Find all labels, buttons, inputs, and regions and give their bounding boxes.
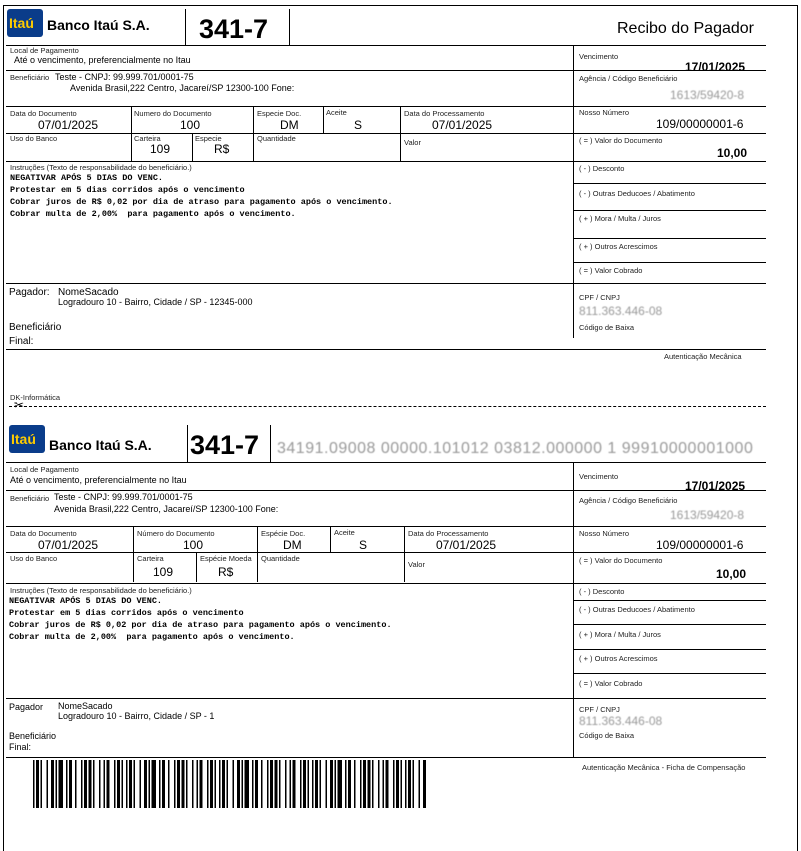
- row-line: [573, 600, 766, 601]
- label-agencia-codigo: Agência / Código Beneficiário: [579, 496, 678, 505]
- label-nosso-numero: Nosso Número: [579, 529, 630, 538]
- cell-divider: [253, 106, 254, 133]
- label-local-pagamento: Local de Pagamento: [10, 46, 79, 55]
- label-outros-acrescimos: ( + ) Outros Acrescimos: [579, 242, 658, 251]
- cell-divider: [257, 526, 258, 582]
- label-mora: ( + ) Mora / Multa / Juros: [579, 214, 661, 223]
- barcode-bar: [348, 760, 351, 808]
- scissors-icon: ✂: [14, 398, 25, 412]
- barcode-bar: [354, 760, 356, 808]
- barcode-bar: [285, 760, 287, 808]
- value-data-documento: 07/01/2025: [38, 538, 99, 552]
- cell-divider: [404, 526, 405, 582]
- barcode-bar: [66, 760, 68, 808]
- cell-divider: [253, 133, 254, 161]
- right-column-divider: [573, 462, 574, 757]
- barcode-bar: [360, 760, 362, 808]
- label-data-documento: Data do Documento: [10, 109, 77, 118]
- row-line: [6, 70, 766, 71]
- value-pagador-addr: Logradouro 10 - Bairro, Cidade / SP - 12345-000: [58, 297, 253, 307]
- label-quantidade: Quantidade: [257, 134, 296, 143]
- barcode-bar: [47, 760, 49, 808]
- barcode-bar: [279, 760, 281, 808]
- label-desconto: ( - ) Desconto: [579, 587, 625, 596]
- value-beneficiario-name: Teste - CNPJ: 99.999.701/0001-75: [54, 492, 193, 502]
- label-valor: Valor: [404, 138, 421, 147]
- row-line: [6, 583, 766, 584]
- value-especie-doc: DM: [280, 118, 299, 132]
- row-line: [573, 624, 766, 625]
- barcode-bar: [51, 760, 54, 808]
- value-vencimento: 17/01/2025: [685, 60, 746, 74]
- barcode-bar: [99, 760, 101, 808]
- label-final: Final:: [9, 336, 34, 347]
- bank-code: 341-7: [190, 430, 260, 460]
- label-quantidade: Quantidade: [261, 554, 300, 563]
- barcode-bar: [152, 760, 157, 808]
- barcode-bar: [192, 760, 194, 808]
- label-nosso-numero: Nosso Número: [579, 108, 630, 117]
- barcode-bar: [423, 760, 426, 808]
- value-aceite: S: [359, 538, 368, 552]
- label-vencimento: Vencimento: [579, 52, 619, 61]
- frame-top: [3, 5, 798, 6]
- row-line: [6, 283, 766, 284]
- barcode: [33, 760, 427, 808]
- cut-line: [9, 406, 766, 407]
- barcode-bar: [140, 760, 142, 808]
- barcode-bar: [308, 760, 310, 808]
- barcode-bar: [182, 760, 185, 808]
- barcode-bar: [81, 760, 83, 808]
- row-line: [573, 238, 766, 239]
- barcode-bar: [330, 760, 333, 808]
- itau-logo: Itaú: [9, 425, 45, 453]
- barcode-bar: [162, 760, 165, 808]
- barcode-bar: [320, 760, 322, 808]
- barcode-bar: [149, 760, 151, 808]
- label-carteira: Carteira: [134, 134, 161, 143]
- barcode-bar: [144, 760, 147, 808]
- value-cpf-cnpj: 811.363.446-08: [579, 714, 663, 728]
- row-line: [6, 526, 766, 527]
- barcode-bar: [126, 760, 128, 808]
- label-especie: Especie: [195, 134, 222, 143]
- label-instrucoes: Instruções (Texto de responsabilidade do beneficiário.): [10, 586, 192, 595]
- value-cpf-cnpj: 811.363.446-08: [579, 304, 663, 318]
- barcode-bar: [242, 760, 244, 808]
- barcode-bar: [419, 760, 421, 808]
- barcode-bar: [261, 760, 263, 808]
- barcode-bar: [396, 760, 399, 808]
- label-numero-documento: Numero do Documento: [134, 109, 212, 118]
- value-data-processamento: 07/01/2025: [436, 538, 497, 552]
- value-beneficiario-addr: Avenida Brasil,222 Centro, Jacareí/SP 12300-100 Fone:: [54, 504, 279, 514]
- value-pagador-name: NomeSacado: [58, 701, 113, 711]
- barcode-bar: [215, 760, 217, 808]
- label-data-processamento: Data do Processamento: [408, 529, 489, 538]
- barcode-bar: [219, 760, 221, 808]
- label-aceite: Aceite: [334, 528, 355, 537]
- barcode-bar: [338, 760, 343, 808]
- barcode-bar: [197, 760, 199, 808]
- value-nosso-numero: 109/00000001-6: [656, 117, 744, 131]
- barcode-bar: [122, 760, 124, 808]
- frame-left: [3, 5, 4, 851]
- value-especie-doc: DM: [283, 538, 302, 552]
- label-numero-documento: Número do Documento: [137, 529, 215, 538]
- bank-name: Banco Itaú S.A.: [47, 17, 150, 33]
- right-column-divider: [573, 45, 574, 338]
- barcode-bar: [300, 760, 302, 808]
- label-outras-deducoes: ( - ) Outras Deducoes / Abatimento: [579, 189, 695, 198]
- value-instrucoes: NEGATIVAR APÓS 5 DIAS DO VENC. Protestar em 5 dias corridos após o vencimento Cobrar juros de R$ 0,02 por dia de atraso para pagamento após o vencimento. Cobrar multa de 2,00% para pagamento após o vencimento.: [10, 173, 393, 219]
- barcode-bar: [134, 760, 136, 808]
- label-codigo-baixa: Código de Baixa: [579, 323, 635, 332]
- divider: [185, 9, 186, 45]
- barcode-bar: [405, 760, 407, 808]
- cell-divider: [192, 133, 193, 161]
- barcode-bar: [408, 760, 411, 808]
- barcode-bar: [75, 760, 77, 808]
- label-cpf-cnpj: CPF / CNPJ: [579, 705, 620, 714]
- label-especie-doc: Especie Doc.: [257, 109, 302, 118]
- row-line: [573, 673, 766, 674]
- label-beneficiario-final: Beneficiário: [9, 731, 57, 741]
- label-desconto: ( - ) Desconto: [579, 164, 625, 173]
- label-especie-doc: Espécie Doc.: [261, 529, 306, 538]
- value-data-processamento: 07/01/2025: [432, 118, 493, 132]
- row-line: [6, 757, 766, 758]
- barcode-bar: [186, 760, 188, 808]
- label-data-processamento: Data do Processamento: [404, 109, 485, 118]
- barcode-bar: [363, 760, 366, 808]
- label-carteira: Carteira: [137, 554, 164, 563]
- barcode-bar: [293, 760, 296, 808]
- barcode-bar: [312, 760, 314, 808]
- barcode-bar: [383, 760, 385, 808]
- cell-divider: [330, 526, 331, 552]
- value-instrucoes: NEGATIVAR APÓS 5 DIAS DO VENC. Protestar em 5 dias corridos após o vencimento Cobrar juros de R$ 0,02 por dia de atraso para pagamento após o vencimento. Cobrar multa de 2,00% para pagamento após o vencimento.: [9, 596, 392, 642]
- receipt-title: Recibo do Pagador: [617, 20, 754, 37]
- barcode-bar: [345, 760, 347, 808]
- label-agencia-codigo: Agência / Código Beneficiário: [579, 74, 678, 83]
- barcode-bar: [89, 760, 92, 808]
- divider: [187, 425, 188, 462]
- bank-code: 341-7: [199, 14, 269, 44]
- value-especie: R$: [218, 565, 234, 579]
- value-beneficiario-name: Teste - CNPJ: 99.999.701/0001-75: [55, 72, 194, 82]
- label-final: Final:: [9, 742, 32, 752]
- label-autenticacao: Autenticação Mecânica: [664, 352, 742, 361]
- barcode-bar: [401, 760, 403, 808]
- value-carteira: 109: [150, 142, 171, 156]
- bank-name: Banco Itaú S.A.: [49, 437, 152, 453]
- barcode-bar: [233, 760, 235, 808]
- row-line: [6, 552, 766, 553]
- label-especie-moeda: Espécie Moeda: [200, 554, 252, 563]
- label-beneficiario: Beneficiário: [10, 73, 50, 82]
- value-carteira: 109: [153, 565, 174, 579]
- barcode-bar: [93, 760, 95, 808]
- barcode-bar: [107, 760, 110, 808]
- value-local-pagamento: Até o vencimento, preferencialmente no Itau: [10, 475, 187, 485]
- value-pagador-name: NomeSacado: [58, 287, 119, 298]
- barcode-bar: [159, 760, 161, 808]
- cell-divider: [323, 106, 324, 133]
- label-pagador: Pagador:: [9, 287, 50, 298]
- barcode-bar: [227, 760, 229, 808]
- value-valor-documento: 10,00: [717, 146, 748, 160]
- barcode-bar: [84, 760, 87, 808]
- label-instrucoes: Instruções (Texto de responsabilidade do beneficiário.): [10, 163, 192, 172]
- label-pagador: Pagador: [9, 702, 44, 712]
- label-valor-cobrado: ( = ) Valor Cobrado: [579, 266, 643, 275]
- row-line: [573, 183, 766, 184]
- row-line: [6, 161, 766, 162]
- cell-divider: [196, 552, 197, 582]
- label-valor-documento: ( = ) Valor do Documento: [579, 556, 663, 565]
- barcode-bar: [41, 760, 43, 808]
- barcode-bar: [290, 760, 292, 808]
- label-beneficiario: Beneficiário: [10, 494, 50, 503]
- value-valor-documento: 10,00: [716, 567, 747, 581]
- barcode-bar: [255, 760, 258, 808]
- row-line: [6, 106, 766, 107]
- barcode-bar: [315, 760, 318, 808]
- label-outras-deducoes: ( - ) Outras Deducoes / Abatimento: [579, 605, 695, 614]
- label-uso-banco: Uso do Banco: [10, 554, 58, 563]
- barcode-bar: [222, 760, 225, 808]
- barcode-bar: [168, 760, 170, 808]
- frame-right: [797, 5, 798, 851]
- row-line: [6, 698, 766, 699]
- barcode-bar: [69, 760, 72, 808]
- barcode-bar: [270, 760, 273, 808]
- label-vencimento: Vencimento: [579, 472, 619, 481]
- row-line: [6, 133, 766, 134]
- barcode-bar: [326, 760, 328, 808]
- label-autenticacao-ficha: Autenticação Mecânica - Ficha de Compensação: [582, 763, 746, 772]
- barcode-bar: [200, 760, 203, 808]
- row-line: [6, 349, 766, 350]
- label-dk-informatica: DK-Informática: [10, 393, 61, 402]
- row-line: [6, 45, 766, 46]
- value-numero-documento: 100: [180, 118, 201, 132]
- barcode-bar: [56, 760, 58, 808]
- barcode-bar: [267, 760, 269, 808]
- value-aceite: S: [354, 118, 363, 132]
- value-local-pagamento: Até o vencimento, preferencialmente no Itau: [14, 55, 191, 65]
- digitable-line: 34191.09008 00000.101012 03812.000000 1 99910000001000: [277, 440, 754, 457]
- barcode-bar: [104, 760, 106, 808]
- value-beneficiario-addr: Avenida Brasil,222 Centro, Jacareí/SP 12300-100 Fone:: [70, 83, 295, 93]
- barcode-bar: [372, 760, 374, 808]
- label-codigo-baixa: Código de Baixa: [579, 731, 635, 740]
- itau-logo: Itaú: [7, 9, 43, 37]
- divider: [270, 425, 271, 462]
- label-beneficiario-final: Beneficiário: [9, 322, 62, 333]
- barcode-bar: [393, 760, 395, 808]
- barcode-bar: [335, 760, 337, 808]
- barcode-bar: [413, 760, 415, 808]
- barcode-bar: [245, 760, 250, 808]
- barcode-bar: [114, 760, 116, 808]
- barcode-bar: [303, 760, 306, 808]
- barcode-bar: [210, 760, 213, 808]
- barcode-bar: [275, 760, 278, 808]
- barcode-bar: [252, 760, 254, 808]
- divider: [289, 9, 290, 45]
- barcode-bar: [378, 760, 380, 808]
- label-aceite: Aceite: [326, 108, 347, 117]
- barcode-bar: [117, 760, 120, 808]
- label-uso-banco: Uso do Banco: [10, 134, 58, 143]
- barcode-bar: [59, 760, 64, 808]
- label-cpf-cnpj: CPF / CNPJ: [579, 293, 620, 302]
- barcode-bar: [36, 760, 39, 808]
- label-local-pagamento: Local de Pagamento: [10, 465, 79, 474]
- label-valor-cobrado: ( = ) Valor Cobrado: [579, 679, 643, 688]
- barcode-bar: [174, 760, 176, 808]
- value-especie: R$: [214, 142, 230, 156]
- row-line: [6, 490, 766, 491]
- label-data-documento: Data do Documento: [10, 529, 77, 538]
- label-outros-acrescimos: ( + ) Outros Acrescimos: [579, 654, 658, 663]
- value-data-documento: 07/01/2025: [38, 118, 99, 132]
- row-line: [573, 262, 766, 263]
- value-agencia-codigo: 1613/59420-8: [670, 508, 745, 522]
- barcode-bar: [207, 760, 209, 808]
- value-nosso-numero: 109/00000001-6: [656, 538, 744, 552]
- barcode-bar: [33, 760, 35, 808]
- barcode-bar: [386, 760, 389, 808]
- cell-divider: [133, 526, 134, 582]
- barcode-bar: [368, 760, 371, 808]
- label-valor-documento: ( = ) Valor do Documento: [579, 136, 663, 145]
- value-vencimento: 17/01/2025: [685, 479, 746, 493]
- barcode-bar: [177, 760, 180, 808]
- row-line: [573, 210, 766, 211]
- row-line: [573, 649, 766, 650]
- barcode-bar: [237, 760, 240, 808]
- value-pagador-addr: Logradouro 10 - Bairro, Cidade / SP - 1: [58, 711, 215, 721]
- value-agencia-codigo: 1613/59420-8: [670, 88, 745, 102]
- barcode-bar: [129, 760, 132, 808]
- label-mora: ( + ) Mora / Multa / Juros: [579, 630, 661, 639]
- value-numero-documento: 100: [183, 538, 204, 552]
- label-valor: Valor: [408, 560, 425, 569]
- row-line: [6, 462, 766, 463]
